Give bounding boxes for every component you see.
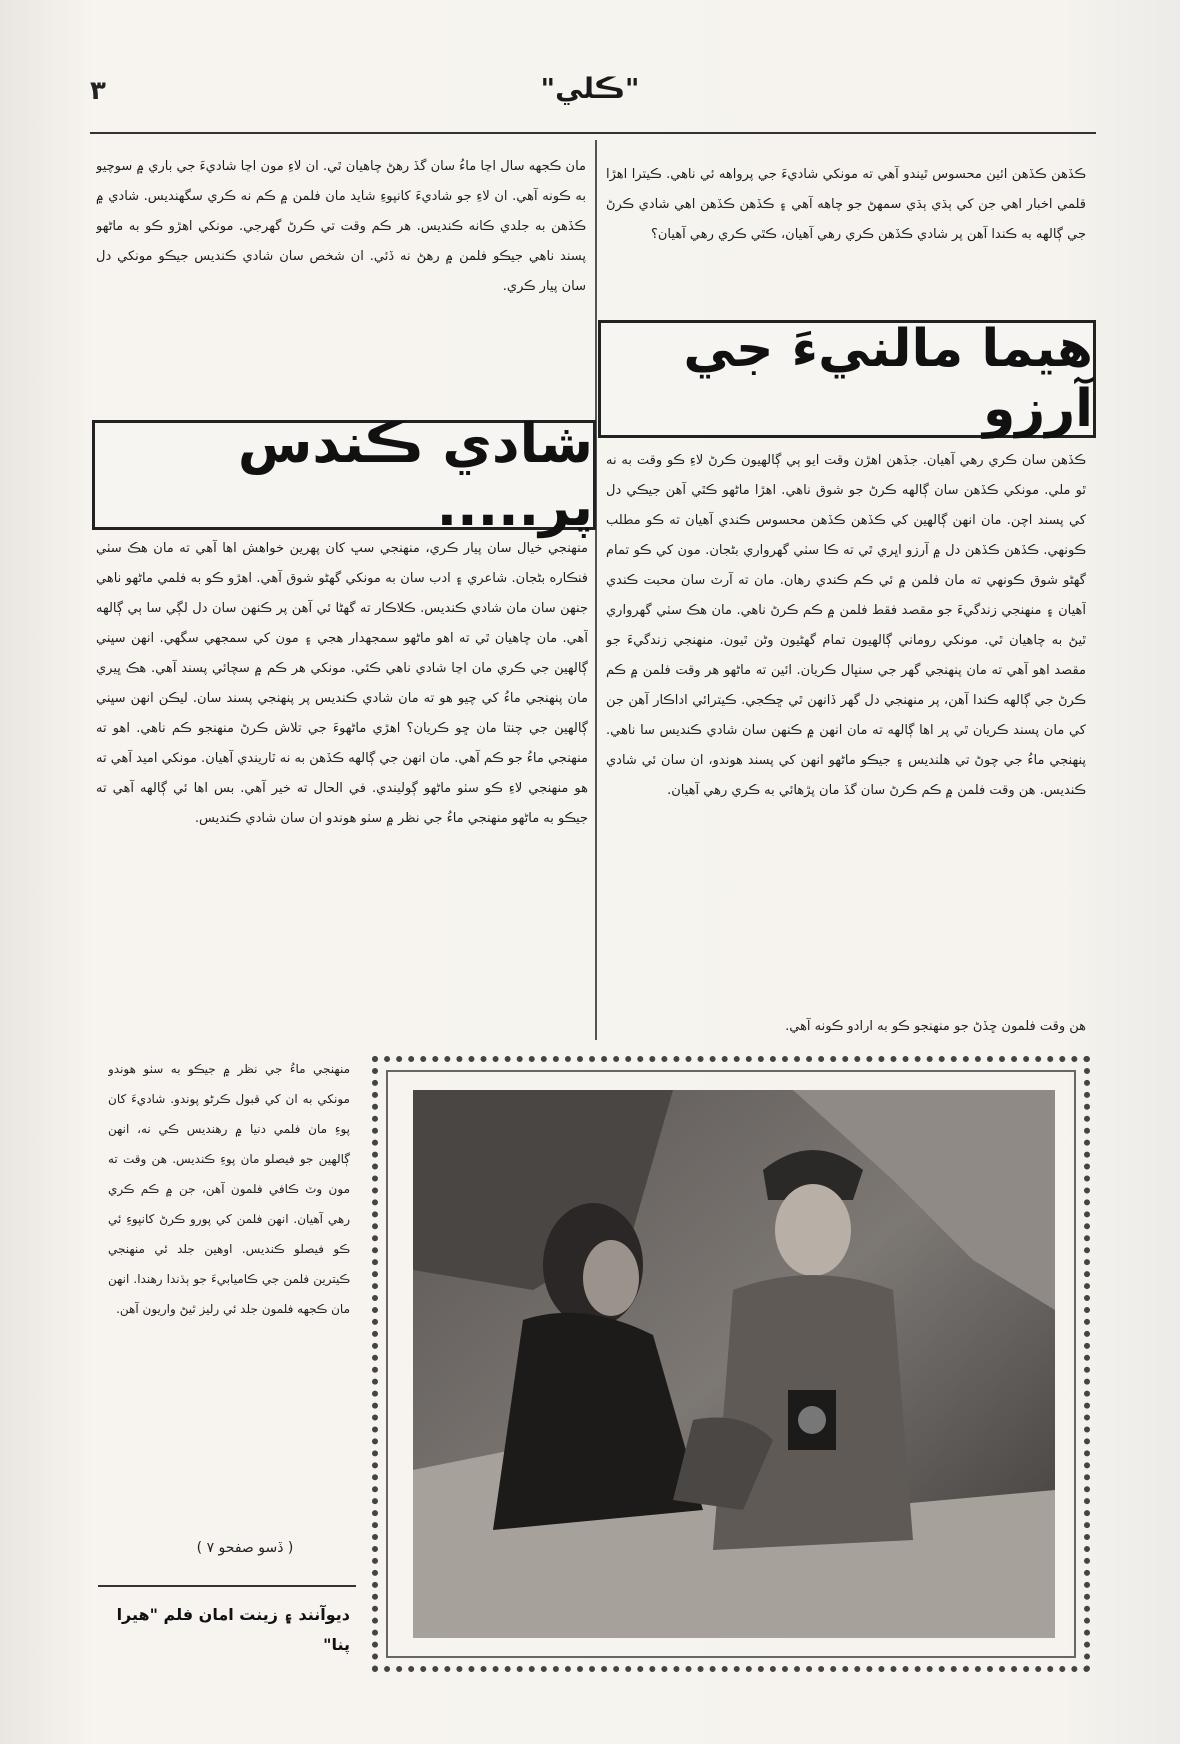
page-number: ٣ bbox=[90, 76, 106, 106]
right-last-line: هن وقت فلمون ڇڏڻ جو منهنجو ڪو به ارادو ڪونه آهي. bbox=[785, 1019, 1086, 1034]
page-header bbox=[90, 70, 1090, 130]
photo-caption: ديوآنند ۽ زينت امان فلم "هيرا پنا" bbox=[116, 1605, 350, 1654]
article-right-body bbox=[606, 446, 1086, 1006]
left-body-paragraph: منهنجي خيال سان پيار ڪري، منهنجي سڀ کان پهرين خواهش اها آهي ته مان هڪ سٺي فنڪاره بڻجان. شاعري ۽ ادب سان به مونکي گهڻو شوق آهي. اهڙو ڪو به فلمي ماڻهو ناهي جنهن سان مان شادي ڪنديس. ڪلاڪار ته گهڻا ئي آهن پر ڪنهن سان دل لڳي سا ٻي ڳالهه آهي. مان چاهيان ٿي ته اهو ماڻهو سمجهدار هجي ۽ مون کي سمجهي سگهي. انهن سڀني ڳالهين جي ڪري مان اڃا شادي ناهي ڪئي. مونکي هر ڪم ۾ سچائي پسند آهي. هڪ ڀيري مان پنهنجي ماءُ کي چيو هو ته مان شادي ڪنديس پر پنهنجي پسند سان. ليڪن انهن سڀني ڳالهين جي چنتا مان ڇو ڪريان؟ اهڙي ماڻهوءَ جي تلاش ڪرڻ منهنجو ڪم ناهي. اهو ته منهنجي ماءُ جو ڪم آهي. مان انهن جي ڳالهه ڪڏهن به نه ٽاريندي آهيان. مونکي اميد آهي ته هو منهنجي لاءِ ڪو سٺو ماڻهو ڳوليندي. في الحال ته خير آهي. بس اها ئي ڳالهه آهي ته جيڪو به ماڻهو منهنجي ماءُ جي نظر ۾ سٺو هوندو ان سان شادي ڪنديس. bbox=[96, 541, 588, 826]
left-top-paragraph: مان ڪجهه سال اڃا ماءُ سان گڏ رهڻ چاهيان ٿي. ان لاءِ مون اڃا شاديءَ جي باري ۾ سوچيو به ڪونه آهي. ان لاءِ جو شاديءَ کانپوءِ شايد مان فلمن ۾ ڪم نه ڪري سگهنديس. شادي ۾ ڪڏهن به جلدي ڪانه ڪنديس. هر ڪم وقت تي ڪرڻ گهرجي. مونکي اهڙو ڪو به ماڻهو پسند ناهي جيڪو فلمن ۾ رهڻ نه ڏئي. ان شخص سان شادي ڪنديس جيڪو مونکي دل سان پيار ڪري. bbox=[96, 159, 586, 294]
article-left-body bbox=[96, 534, 588, 1046]
intro-paragraph: ڪڏهن ڪڏهن ائين محسوس ٿيندو آهي ته مونکي شاديءَ جي پرواهه ئي ناهي. ڪيترا اهڙا قلمي اخبار اهي جن کي ٻڌي ٻڌي سمهڻ جو چاهه آهي ۽ ڪڏهن ڪڏهن اهي شادي ڪرڻ جي ڳالهه به ڪندا آهن پر شادي ڪڏهن ڪري رهي آهيان، ڪٿي ڪري رهي آهيان؟ bbox=[606, 167, 1086, 242]
column-divider bbox=[595, 140, 597, 1040]
headline-hema-malini-text: هيما مالنيءَ جي آرزو bbox=[683, 319, 1093, 439]
continued-note: ( ڏسو صفحو ٧ ) bbox=[196, 1540, 294, 1556]
headline-shaadi bbox=[92, 412, 596, 538]
article-intro bbox=[606, 160, 1086, 310]
headline-shaadi-text: شادي ڪندس پر..... bbox=[237, 412, 593, 538]
article-right-last bbox=[606, 1012, 1086, 1044]
masthead-title: "ڪلي" bbox=[540, 72, 640, 105]
article-left-top bbox=[96, 152, 586, 412]
right-body-paragraph: ڪڏهن سان ڪري رهي آهيان. جڏهن اهڙن وقت ايو ٻي ڳالهيون ڪرڻ لاءِ ڪو وقت به نه ٿو ملي. مونکي ڪڏهن سان ڳالهه ڪرڻ جو شوق ناهي. اهڙا ماڻهو ڪٿي آهن جيڪي دل کي پسند اچن. مان انهن ڳالهين کي ڪڏهن ڪڏهن محسوس ڪندي آهيان ته ڪو مطلب ڪونهي. ڪڏهن ڪڏهن دل ۾ آرزو اڀري ٿي ته ڪا سٺي گهرواري بڻجان. مون کي ڪو تمام گهڻو شوق ڪونهي ته مان فلمن ۾ ئي ڪم ڪندي رهان. مان ته آرٽ سان محبت ڪندي آهيان ۽ منهنجي زندگيءَ جو مقصد فقط فلمن ۾ ڪم ڪرڻ ناهي. مان هڪ سٺي گهرواري ٿيڻ به چاهيان ٿي. مونکي روماني ڳالهيون تمام گهڻيون وڻن ٿيون. منهنجي زندگيءَ جو مقصد اهو آهي ته مان پنهنجي گهر جي سنڀال ڪريان. ائين ته ماڻهو هر وقت فلمن ۾ ڪم ڪرڻ جي ڳالهه ڪندا آهن، پر منهنجي دل گهر ڏانهن ٿي ڇڪجي. ڪيترائي اداڪار آهن جن کي مان پسند ڪريان ٿي پر اها ڳالهه ته مان انهن ۾ ڪنهن سان شادي ڪنديس سا ناهي. پنهنجي ماءُ جي چوڻ تي هلنديس ۽ جيڪو ماڻهو انهن کي پسند هوندو، ان سان ئي شادي ڪنديس. هن وقت فلمن ۾ ڪم ڪرڻ سان گڏ مان پڙهائي به ڪري رهي آهيان. bbox=[606, 453, 1086, 798]
caption-divider bbox=[98, 1585, 356, 1587]
article-left-column bbox=[108, 1054, 350, 1534]
film-still-photo bbox=[413, 1090, 1055, 1638]
header-divider bbox=[90, 132, 1096, 134]
headline-hema-malini bbox=[598, 320, 1096, 438]
left-column-paragraph: منهنجي ماءُ جي نظر ۾ جيڪو به سٺو هوندو مونکي به ان کي قبول ڪرڻو پوندو. شاديءَ کان پوءِ مان فلمي دنيا ۾ رهنديس ڪي نه، انهن ڳالهين جو فيصلو مان پوءِ ڪنديس. هن وقت ته مون وٽ ڪافي فلمون آهن، جن ۾ ڪم ڪري رهي آهيان. انهن فلمن کي پورو ڪرڻ کانپوءِ ئي ڪو فيصلو ڪنديس. اوهين جلد ئي منهنجي ڪيترين فلمن جي ڪاميابيءَ جو ٻڌندا رهندا. انهن مان ڪجهه فلمون جلد ئي رليز ٿيڻ واريون آهن. bbox=[108, 1062, 350, 1316]
photo-illustration bbox=[413, 1090, 1055, 1638]
